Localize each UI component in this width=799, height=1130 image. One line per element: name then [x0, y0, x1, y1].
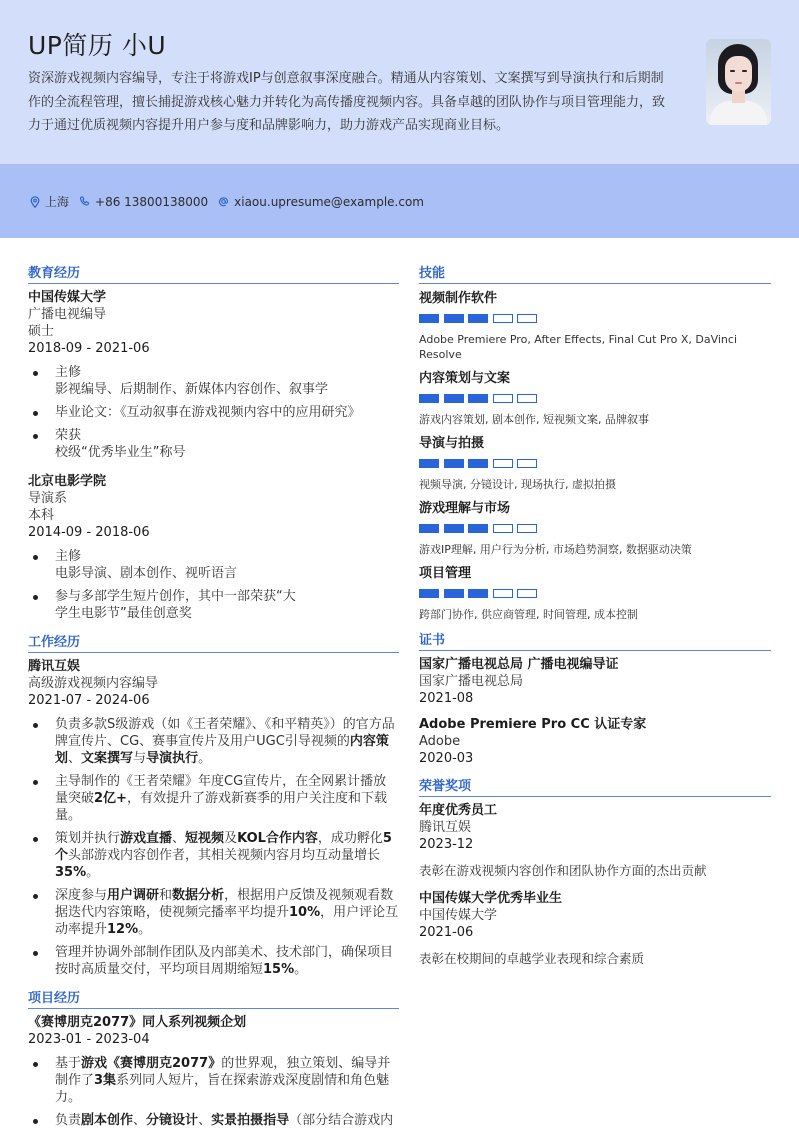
skill-item — [419, 370, 771, 427]
bullet-list — [28, 364, 399, 461]
skill-level-bar — [419, 589, 771, 598]
education-entry — [28, 473, 399, 622]
bullet-emphasis: KOL合作内容 — [237, 831, 318, 846]
skill-description: 视频导演, 分镜设计, 现场执行, 虚拟拍摄 — [419, 478, 616, 491]
photo-eye-left — [730, 70, 735, 72]
bullet-item — [28, 364, 399, 398]
education-entry — [28, 289, 399, 461]
skills-list — [419, 290, 771, 622]
bullet-item — [28, 716, 399, 767]
skill-description: 游戏IP理解, 用户行为分析, 市场趋势洞察, 数据驱动决策 — [419, 543, 692, 556]
section-title-skills: 技能 — [419, 265, 771, 284]
school-name: 北京电影学院 — [28, 474, 107, 489]
section-title-awards: 荣誉奖项 — [419, 778, 771, 797]
bullet-emphasis: 15% — [263, 962, 295, 977]
bullet-text: 系列同人短片，旨在探索游戏深度剧情和角色魅力。 — [55, 1073, 390, 1105]
contact-row — [30, 193, 434, 210]
bullet-text: 管理并协调外部制作团队及内部美术、技术部门，确保项目按时高质量交付，平均项目周期缩短 — [55, 945, 394, 977]
skill-level-filled — [444, 314, 464, 323]
bullet-text: 、 — [68, 751, 82, 766]
skill-level-empty — [493, 394, 513, 403]
skill-name: 导演与拍摄 — [419, 436, 485, 451]
bullet-text: 基于 — [55, 1056, 82, 1071]
bullet-item — [28, 404, 399, 421]
bullet-emphasis: 导演执行 — [146, 751, 199, 766]
bullet-text: 影视编导、后期制作、新媒体内容创作、叙事学 — [55, 382, 329, 397]
skill-level-empty — [493, 459, 513, 468]
bullet-item — [28, 830, 399, 881]
bullet-text: 电影导演、剧本创作、视听语言 — [55, 566, 238, 581]
work-entry — [28, 658, 399, 978]
bullet-text: 和 — [159, 888, 173, 903]
section-title-education: 教育经历 — [28, 265, 399, 284]
contact-location — [30, 193, 69, 210]
bullet-text: 、 — [198, 1113, 212, 1128]
email-at-icon — [218, 196, 229, 207]
bullet-item — [28, 1112, 399, 1129]
photo-shirt-shape — [710, 101, 767, 125]
job-role: 高级游戏视频内容编导 — [28, 676, 159, 691]
bullet-emphasis: 用户调研 — [107, 888, 160, 903]
bullet-item — [28, 427, 399, 461]
candidate-name: UP简历 小U — [28, 31, 167, 60]
award-issuer: 中国传媒大学 — [419, 908, 498, 923]
bullet-emphasis: 剧本创作 — [81, 1113, 134, 1128]
left-column — [28, 265, 399, 1130]
award-date: 2023-12 — [419, 837, 474, 852]
photo-lips — [735, 82, 742, 84]
certificate-name: 国家广播电视总局 广播电视编导证 — [419, 657, 619, 672]
skill-level-empty — [493, 524, 513, 533]
bullet-emphasis: 数据分析 — [172, 888, 225, 903]
bullet-list — [28, 1055, 399, 1129]
section-title-work: 工作经历 — [28, 634, 399, 653]
skill-level-filled — [468, 394, 488, 403]
bullet-text: ，用户评论互动率提升 — [55, 905, 399, 937]
bullet-text: 主导制作的《王者荣耀》年度CG宣传片，在全网累计播放量突破 — [55, 774, 387, 806]
skill-item — [419, 290, 771, 362]
contact-email[interactable] — [218, 195, 424, 209]
date-range: 2021-07 - 2024-06 — [28, 693, 150, 708]
skill-level-filled — [468, 589, 488, 598]
school-name: 中国传媒大学 — [28, 290, 107, 305]
award-issuer: 腾讯互娱 — [419, 820, 472, 835]
bullet-emphasis: 实景拍摄指导 — [211, 1113, 290, 1128]
skill-item — [419, 500, 771, 557]
email-text: xiaou.upresume@example.com — [234, 194, 424, 209]
bullet-emphasis: 12% — [107, 922, 139, 937]
bullet-emphasis: 10% — [289, 905, 321, 920]
skill-name: 项目管理 — [419, 566, 472, 581]
bullet-emphasis: 分镜设计 — [146, 1113, 199, 1128]
right-column — [419, 265, 771, 978]
bullet-label: 主修 — [55, 365, 82, 380]
skill-level-filled — [444, 394, 464, 403]
award-name: 中国传媒大学优秀毕业生 — [419, 891, 563, 906]
degree: 本科 — [28, 508, 55, 523]
award-description: 表彰在游戏视频内容创作和团队协作方面的杰出贡献 — [419, 863, 707, 878]
major: 广播电视编导 — [28, 307, 107, 322]
skill-level-filled — [419, 459, 439, 468]
profile-photo — [706, 39, 771, 125]
bullet-item — [28, 588, 399, 622]
certificate-entry — [419, 656, 771, 708]
bullet-emphasis: 文案撰写 — [81, 751, 134, 766]
skill-level-empty — [517, 459, 537, 468]
bullet-text: ，根据用户反馈及视频观看数据迭代内容策略，使视频完播率平均提升 — [55, 888, 394, 920]
bullet-text: （部分结合游戏内 — [289, 1113, 394, 1128]
education-section — [28, 265, 399, 622]
certificate-name: Adobe Premiere Pro CC 认证专家 — [419, 717, 647, 732]
certificates-section — [419, 632, 771, 768]
bullet-text: 校级“优秀毕业生”称号 — [55, 445, 186, 460]
bullet-text: 与 — [133, 751, 147, 766]
major: 导演系 — [28, 491, 68, 506]
skill-level-filled — [468, 314, 488, 323]
bullet-emphasis: 游戏直播 — [120, 831, 173, 846]
skill-name: 游戏理解与市场 — [419, 501, 511, 516]
bullet-list — [28, 548, 399, 622]
bullet-label: 主修 — [55, 549, 82, 564]
bullet-text: 负责 — [55, 1113, 82, 1128]
project-entry — [28, 1014, 399, 1129]
bullet-emphasis: 游戏《赛博朋克2077》 — [81, 1056, 222, 1071]
skill-level-empty — [517, 394, 537, 403]
phone-icon — [79, 196, 90, 207]
bullet-emphasis: 35% — [55, 865, 87, 880]
skill-level-filled — [444, 459, 464, 468]
projects-section — [28, 990, 399, 1129]
section-title-projects: 项目经历 — [28, 990, 399, 1009]
location-text: 上海 — [45, 195, 70, 209]
location-pin-icon — [30, 196, 40, 208]
award-description: 表彰在校期间的卓越学业表现和综合素质 — [419, 951, 645, 966]
certificate-issuer: Adobe — [419, 734, 461, 749]
skill-level-empty — [517, 589, 537, 598]
bullet-item — [28, 944, 399, 978]
profile-summary: 资深游戏视频内容编导，专注于将游戏IP与创意叙事深度融合。精通从内容策划、文案撰写到导演执行和后期制作的全流程管理，擅长捕捉游戏核心魅力并转化为高传播度视频内容。具备卓越的团队协作与项目管理能力，致力于通过优质视频内容提升用户参与度和品牌影响力，助力游戏产品实现商业目标。 — [28, 71, 666, 133]
bullet-text: 策划并执行 — [55, 831, 121, 846]
skill-level-bar — [419, 394, 771, 403]
date-range: 2023-01 - 2023-04 — [28, 1032, 150, 1047]
skill-description: Adobe Premiere Pro, After Effects, Final Cut Pro X, DaVinci Resolve — [419, 333, 738, 361]
certificate-entry — [419, 716, 771, 768]
company-name: 腾讯互娱 — [28, 659, 81, 674]
bullet-text: 。 — [138, 922, 152, 937]
skill-level-filled — [444, 524, 464, 533]
project-name: 《赛博朋克2077》同人系列视频企划 — [28, 1015, 247, 1030]
bullet-item — [28, 1055, 399, 1106]
certificate-issuer: 国家广播电视总局 — [419, 674, 524, 689]
bullet-text: 、 — [172, 831, 186, 846]
resume-header — [0, 0, 799, 164]
skill-level-empty — [517, 314, 537, 323]
date-range: 2018-09 - 2021-06 — [28, 341, 150, 356]
skill-level-bar — [419, 314, 771, 323]
skill-item — [419, 565, 771, 622]
skill-level-filled — [444, 589, 464, 598]
skill-level-filled — [419, 314, 439, 323]
bullet-text: 负责多款S级游戏（如《王者荣耀》、《和平精英》）的官方品牌宣传片、CG、赛事宣传片及用户UGC引导视频的 — [55, 717, 395, 749]
skill-level-filled — [419, 589, 439, 598]
skill-name: 内容策划与文案 — [419, 371, 511, 386]
degree: 硕士 — [28, 324, 55, 339]
bullet-emphasis: 内容策划 — [55, 734, 389, 766]
skill-name: 视频制作软件 — [419, 291, 498, 306]
skill-level-empty — [493, 589, 513, 598]
section-title-certificates: 证书 — [419, 632, 771, 651]
skills-section — [419, 265, 771, 622]
certificate-date: 2020-03 — [419, 751, 474, 766]
bullet-label: 荣获 — [55, 428, 82, 443]
bullet-text: 。 — [86, 865, 100, 880]
award-name: 年度优秀员工 — [419, 803, 498, 818]
skill-item — [419, 435, 771, 492]
bullet-text: ，有效提升了游戏新赛季的用户关注度和下载量。 — [55, 791, 387, 823]
skill-level-empty — [517, 524, 537, 533]
bullet-text: ，成功孵化 — [317, 831, 383, 846]
skill-level-bar — [419, 524, 771, 533]
certificate-date: 2021-08 — [419, 691, 474, 706]
award-entry — [419, 890, 771, 967]
date-range: 2014-09 - 2018-06 — [28, 525, 150, 540]
bullet-text: 参与多部学生短片创作，其中一部荣获“大学生电影节”最佳创意奖 — [55, 589, 296, 621]
bullet-text: 。 — [294, 962, 308, 977]
skill-level-filled — [468, 524, 488, 533]
phone-text: +86 13800138000 — [95, 194, 209, 209]
bullet-list — [28, 716, 399, 978]
bullet-item — [28, 548, 399, 582]
skill-level-filled — [468, 459, 488, 468]
bullet-text: 的世界观，独立策划、编导并制作了 — [55, 1056, 391, 1088]
photo-eye-right — [742, 70, 747, 72]
skill-description: 游戏内容策划, 剧本创作, 短视频文案, 品牌叙事 — [419, 413, 649, 426]
bullet-text: 。 — [198, 751, 212, 766]
skill-level-bar — [419, 459, 771, 468]
bullet-emphasis: 5个 — [55, 831, 392, 863]
skill-level-empty — [493, 314, 513, 323]
bullet-text: 、 — [133, 1113, 147, 1128]
bullet-text: 及 — [224, 831, 238, 846]
contact-phone[interactable] — [79, 195, 208, 209]
skill-level-filled — [419, 524, 439, 533]
work-section — [28, 634, 399, 978]
bullet-text: 毕业论文：《互动叙事在游戏视频内容中的应用研究》 — [55, 405, 361, 420]
bullet-item — [28, 887, 399, 938]
bullet-text: 深度参与 — [55, 888, 108, 903]
awards-section — [419, 778, 771, 967]
bullet-emphasis: 短视频 — [185, 831, 225, 846]
award-entry — [419, 802, 771, 879]
award-date: 2021-06 — [419, 925, 474, 940]
bullet-emphasis: 2亿+ — [94, 791, 127, 806]
skill-level-filled — [419, 394, 439, 403]
skill-description: 跨部门协作, 供应商管理, 时间管理, 成本控制 — [419, 608, 638, 621]
bullet-item — [28, 773, 399, 824]
bullet-text: 头部游戏内容创作者，其相关视频内容月均互动量增长 — [68, 848, 381, 863]
bullet-emphasis: 3集 — [94, 1073, 117, 1088]
photo-face-shape — [725, 56, 752, 92]
